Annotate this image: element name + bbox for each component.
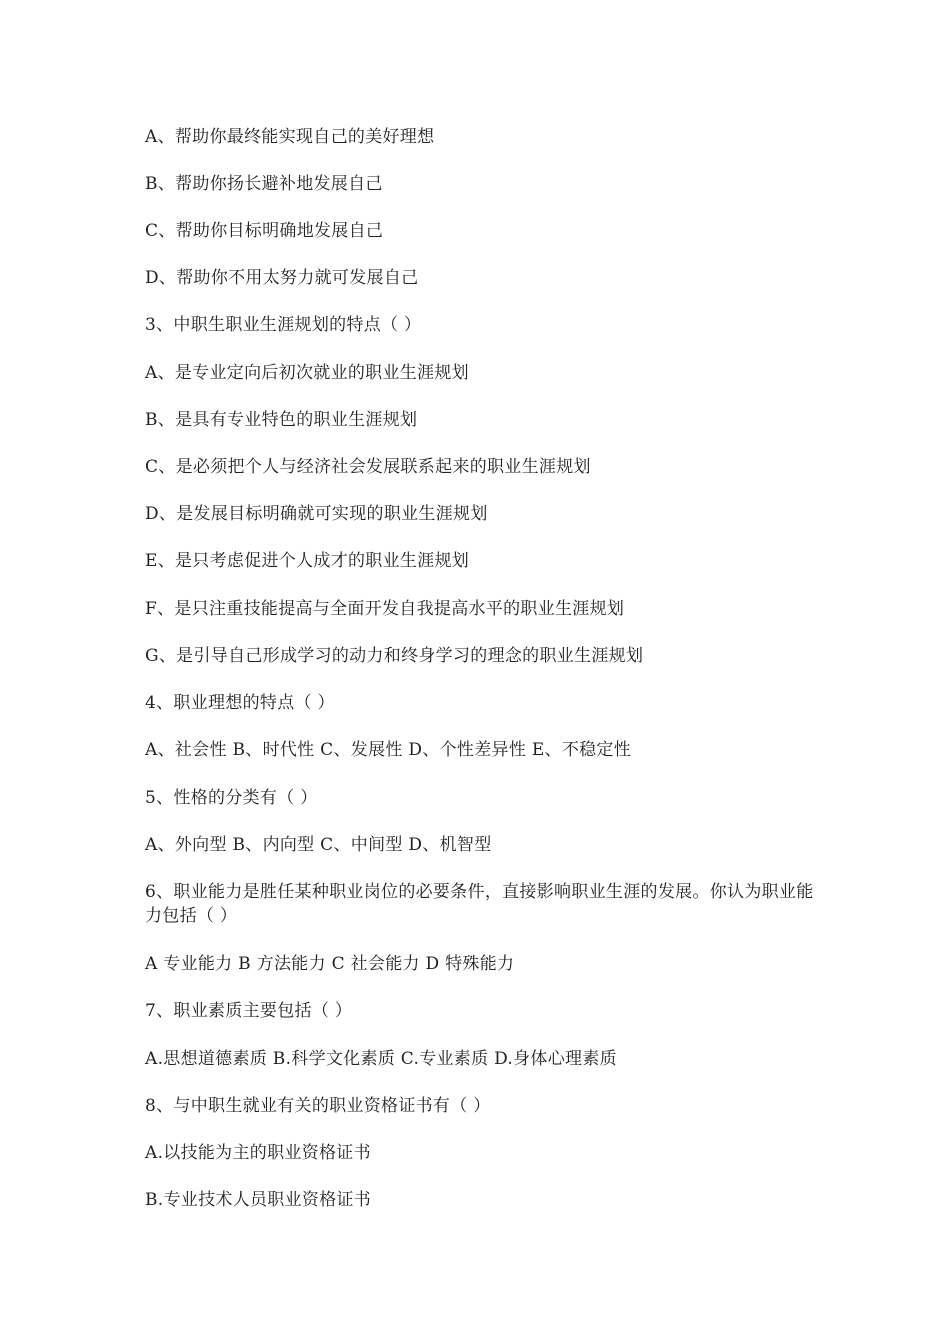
question-4: 4、职业理想的特点（ ） xyxy=(145,693,335,713)
question-7: 7、职业素质主要包括（ ） xyxy=(145,1001,353,1021)
option-a-q2: A、帮助你最终能实现自己的美好理想 xyxy=(145,127,435,147)
option-b-q8: B.专业技术人员职业资格证书 xyxy=(145,1190,372,1210)
option-c-q2: C、帮助你目标明确地发展自己 xyxy=(145,221,384,241)
option-a-q8: A.以技能为主的职业资格证书 xyxy=(145,1143,371,1163)
question-6: 6、职业能力是胜任某种职业岗位的必要条件，直接影响职业生涯的发展。你认为职业能力包括（ ） xyxy=(145,882,814,926)
option-b-q2: B、帮助你扬长避补地发展自己 xyxy=(145,174,383,194)
option-d-q2: D、帮助你不用太努力就可发展自己 xyxy=(145,268,419,288)
option-c-q3: C、是必须把个人与经济社会发展联系起来的职业生涯规划 xyxy=(145,457,591,477)
option-f-q3: F、是只注重技能提高与全面开发自我提高水平的职业生涯规划 xyxy=(145,599,625,619)
option-a-q3: A、是专业定向后初次就业的职业生涯规划 xyxy=(145,363,469,383)
option-b-q3: B、是具有专业特色的职业生涯规划 xyxy=(145,410,418,430)
options-q6: A 专业能力 B 方法能力 C 社会能力 D 特殊能力 xyxy=(145,954,515,974)
options-q7: A.思想道德素质 B.科学文化素质 C.专业素质 D.身体心理素质 xyxy=(145,1049,617,1069)
options-q4: A、社会性 B、时代性 C、发展性 D、个性差异性 E、不稳定性 xyxy=(145,740,632,760)
option-e-q3: E、是只考虑促进个人成才的职业生涯规划 xyxy=(145,551,470,571)
question-8: 8、与中职生就业有关的职业资格证书有（ ） xyxy=(145,1096,491,1116)
option-g-q3: G、是引导自己形成学习的动力和终身学习的理念的职业生涯规划 xyxy=(145,646,644,666)
question-3: 3、中职生职业生涯规划的特点（ ） xyxy=(145,315,422,335)
question-5: 5、性格的分类有（ ） xyxy=(145,788,318,808)
option-d-q3: D、是发展目标明确就可实现的职业生涯规划 xyxy=(145,504,488,524)
options-q5: A、外向型 B、内向型 C、中间型 D、机智型 xyxy=(145,835,492,855)
